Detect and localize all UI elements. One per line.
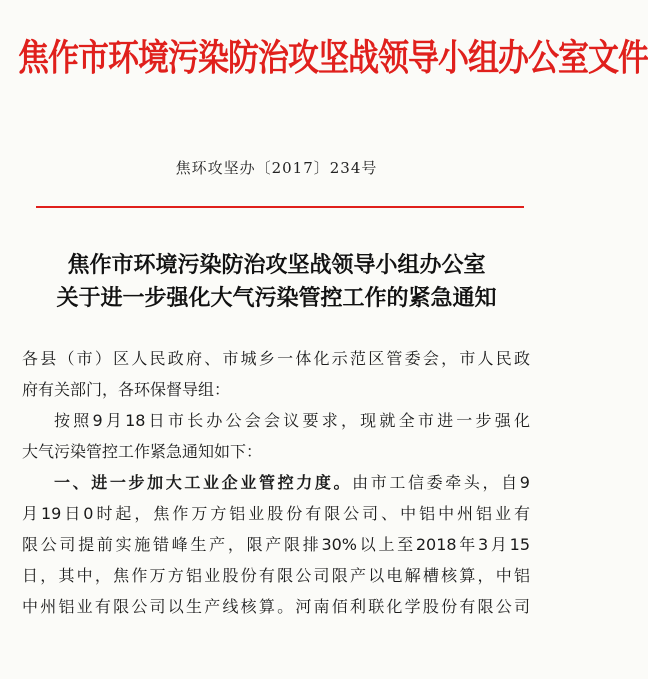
- section-1-line-4: 日，其中，焦作万方铝业股份有限公司限产以电解槽核算，中铝: [22, 566, 530, 585]
- red-divider: [36, 206, 524, 208]
- section-1-line-2: 月19日0时起，焦作万方铝业股份有限公司、中铝中州铝业有: [22, 504, 530, 523]
- intro-line-1: 按照9月18日市长办公会会议要求，现就全市进一步强化: [54, 411, 530, 430]
- section-1-line-1: [54, 472, 530, 494]
- notice-title-line-2: 关于进一步强化大气污染管控工作的紧急通知: [56, 285, 497, 311]
- section-1-line-3: 限公司提前实施错峰生产，限产限排30%以上至2018年3月15: [22, 535, 530, 554]
- addressee-line-1: 各县（市）区人民政府、市城乡一体化示范区管委会，市人民政: [22, 349, 530, 368]
- section-1-heading: 一、进一步加大工业企业管控力度。: [54, 473, 353, 492]
- notice-title-line-1: 焦作市环境污染防治攻坚战领导小组办公室: [67, 252, 486, 278]
- header-title: 焦作市环境污染防治攻坚战领导小组办公室文件: [18, 36, 648, 80]
- addressee-line-2: 府有关部门，各环保督导组：: [22, 380, 231, 399]
- section-1-text: 由市工信委牵头，自9: [352, 473, 530, 492]
- intro-line-2: 大气污染管控工作紧急通知如下：: [22, 442, 263, 461]
- document-number: 焦环攻坚办〔2017〕234号: [175, 159, 378, 177]
- section-1-line-5: 中州铝业有限公司以生产线核算。河南佰利联化学股份有限公司: [22, 597, 530, 616]
